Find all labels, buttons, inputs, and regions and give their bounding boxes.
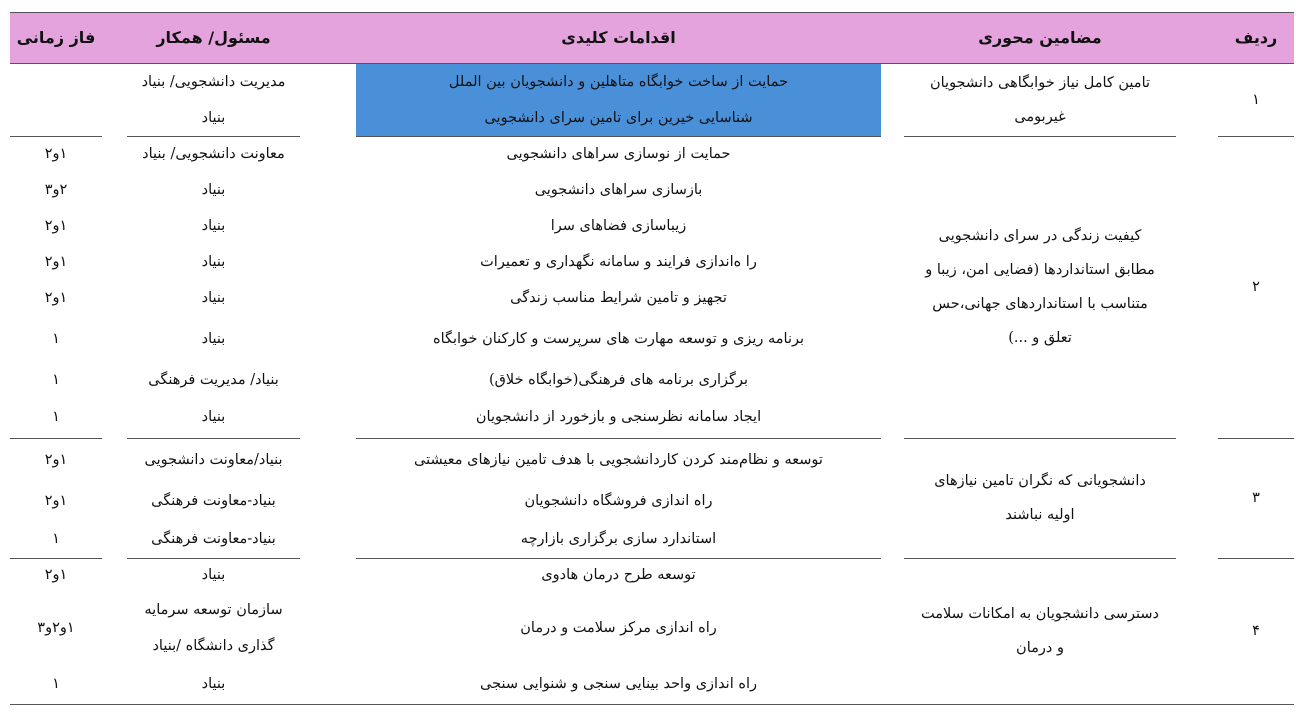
text-line: حمایت از ساخت خوابگاه متاهلین و دانشجویان بین الملل — [448, 74, 789, 90]
text-line: بنیاد — [201, 290, 226, 306]
text-line: بنیاد/ مدیریت فرهنگی — [148, 372, 279, 388]
text-line: بنیاد — [201, 218, 226, 234]
row-number: ۳ — [1252, 490, 1260, 506]
text-line: بنیاد — [201, 409, 226, 425]
row-separator — [10, 136, 102, 137]
phase-cell: ۱و۲ — [44, 452, 68, 468]
theme-cell — [904, 558, 1176, 704]
phase-cell: ۱ — [52, 531, 60, 547]
theme-cell — [904, 136, 1176, 438]
action-cell — [356, 208, 881, 244]
text-line: راه اندازی مرکز سلامت و درمان — [520, 620, 717, 636]
row-separator — [356, 438, 881, 439]
table-bottom-border — [10, 704, 1294, 705]
phase-cell: ۱و۲ — [44, 290, 68, 306]
responsible-cell — [127, 520, 300, 558]
action-cell — [356, 592, 881, 664]
text-line: ایجاد سامانه نظرسنجی و بازخورد از دانشجویان — [475, 409, 762, 425]
row-separator — [904, 558, 1176, 559]
action-cell — [356, 280, 881, 316]
text-line: را ه‌اندازی فرایند و سامانه نگهداری و تعمیرات — [480, 254, 757, 270]
action-cell — [356, 664, 881, 704]
header-actions: اقدامات کلیدی — [561, 27, 676, 47]
text-line: راه اندازی فروشگاه دانشجویان — [524, 493, 713, 509]
text-line: حمایت از نوسازی سراهای دانشجویی — [506, 146, 731, 162]
row-separator — [356, 558, 881, 559]
responsible-cell — [127, 244, 300, 280]
phase-cell: ۱ — [52, 409, 60, 425]
header-themes: مضامین محوری — [978, 27, 1102, 47]
text-line: بازسازی سراهای دانشجویی — [534, 182, 703, 198]
text-line: بنیاد-معاونت فرهنگی — [151, 493, 276, 509]
action-cell — [356, 362, 881, 398]
phase-cell: ۱و۲و۳ — [37, 620, 75, 636]
text-line: گذاری دانشگاه /بنیاد — [152, 638, 275, 654]
text-line: مدیریت دانشجویی/ بنیاد — [141, 74, 286, 90]
responsible-cell — [127, 208, 300, 244]
text-line: راه اندازی واحد بینایی سنجی و شنوایی سنجی — [480, 676, 757, 692]
responsible-cell — [127, 438, 300, 482]
row-number: ۱ — [1252, 92, 1260, 108]
phase-cell: ۱و۲ — [44, 567, 68, 583]
row-number: ۲ — [1252, 279, 1260, 295]
text-line: کیفیت زندگی در سرای دانشجویی — [938, 228, 1142, 244]
text-line: مطابق استانداردها (فضایی امن، زیبا و — [925, 262, 1155, 278]
theme-cell — [904, 64, 1176, 136]
action-cell — [356, 316, 881, 362]
action-cell — [356, 64, 881, 136]
row-separator — [10, 558, 102, 559]
responsible-cell — [127, 316, 300, 362]
text-line: بنیاد — [201, 182, 226, 198]
text-line: بنیاد — [201, 567, 226, 583]
row-separator — [1218, 438, 1294, 439]
text-line: و درمان — [1016, 640, 1064, 656]
text-line: بنیاد — [201, 331, 226, 347]
text-line: غیربومی — [1014, 109, 1066, 125]
responsible-cell — [127, 136, 300, 172]
row-separator — [1218, 136, 1294, 137]
responsible-cell — [127, 64, 300, 136]
text-line: بنیاد/معاونت دانشجویی — [144, 452, 283, 468]
row-separator — [127, 438, 300, 439]
phase-cell — [10, 64, 102, 136]
phase-cell: ۱ — [52, 372, 60, 388]
text-line: بنیاد — [201, 254, 226, 270]
action-cell — [356, 520, 881, 558]
row-separator — [1218, 558, 1294, 559]
responsible-cell — [127, 558, 300, 592]
row-separator — [127, 558, 300, 559]
phase-cell: ۲و۳ — [44, 182, 68, 198]
row-separator — [10, 438, 102, 439]
text-line: برنامه ریزی و توسعه مهارت های سرپرست و کارکنان خوابگاه — [432, 331, 805, 347]
action-cell — [356, 558, 881, 592]
action-cell — [356, 136, 881, 172]
text-line: اولیه نباشند — [1005, 507, 1075, 523]
text-line: بنیاد — [201, 676, 226, 692]
text-line: سازمان توسعه سرمایه — [144, 602, 283, 618]
row-separator — [904, 438, 1176, 439]
text-line: متناسب با استانداردهای جهانی،حس — [932, 296, 1148, 312]
text-line: تامین کامل نیاز خوابگاهی دانشجویان — [929, 75, 1151, 91]
theme-cell — [904, 438, 1176, 558]
header-responsible: مسئول/ همکار — [156, 27, 271, 47]
action-cell — [356, 172, 881, 208]
responsible-cell — [127, 398, 300, 436]
phase-cell: ۱و۲ — [44, 254, 68, 270]
row-separator — [904, 136, 1176, 137]
responsible-cell — [127, 362, 300, 398]
text-line: تعلق و ...) — [1008, 330, 1072, 346]
row-separator — [127, 136, 300, 137]
action-cell — [356, 244, 881, 280]
text-line: معاونت دانشجویی/ بنیاد — [142, 146, 285, 162]
action-cell — [356, 438, 881, 482]
text-line: تجهیز و تامین شرایط مناسب زندگی — [510, 290, 727, 306]
header-phase: فاز زمانی — [16, 27, 96, 47]
responsible-cell — [127, 172, 300, 208]
phase-cell: ۱و۲ — [44, 493, 68, 509]
row-separator — [356, 136, 881, 137]
text-line: بنیاد — [201, 110, 226, 126]
text-line: استاندارد سازی برگزاری بازارچه — [520, 531, 717, 547]
phase-cell: ۱و۲ — [44, 218, 68, 234]
responsible-cell — [127, 482, 300, 520]
phase-cell: ۱ — [52, 676, 60, 692]
text-line: برگزاری برنامه های فرهنگی(خوابگاه خلاق) — [489, 372, 748, 388]
header-row-no: ردیف — [1234, 27, 1278, 47]
responsible-cell — [127, 664, 300, 704]
phase-cell: ۱و۲ — [44, 146, 68, 162]
text-line: دانشجویانی که نگران تامین نیازهای — [934, 473, 1146, 489]
action-cell — [356, 482, 881, 520]
text-line: دسترسی دانشجویان به امکانات سلامت — [921, 606, 1160, 622]
row-number: ۴ — [1252, 623, 1260, 639]
text-line: بنیاد-معاونت فرهنگی — [151, 531, 276, 547]
responsible-cell — [127, 280, 300, 316]
action-cell — [356, 398, 881, 436]
text-line: توسعه و نظام‌مند کردن کاردانشجویی با هدف تامین نیازهای معیشتی — [414, 452, 823, 468]
text-line: شناسایی خیرین برای تامین سرای دانشجویی — [484, 110, 753, 126]
phase-cell: ۱ — [52, 331, 60, 347]
text-line: زیباسازی فضاهای سرا — [550, 218, 687, 234]
responsible-cell — [127, 592, 300, 664]
text-line: توسعه طرح درمان هادوی — [541, 567, 696, 583]
